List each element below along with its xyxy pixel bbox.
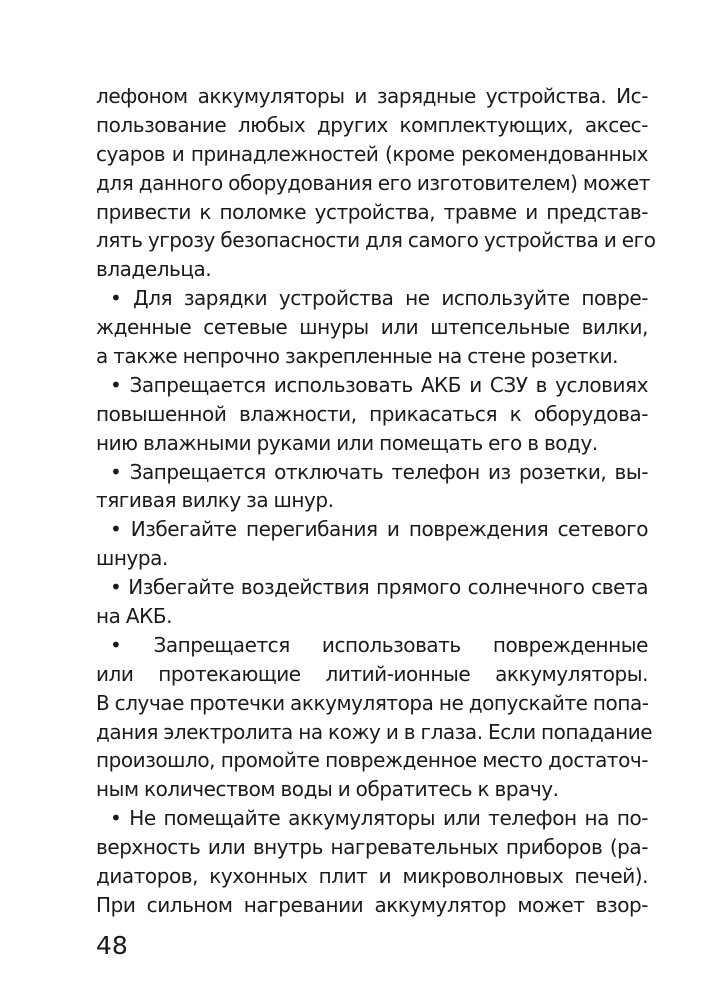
text-line: • Избегайте перегибания и повреждения сетевого [110,517,648,542]
text-line: на АКБ. [96,604,172,629]
text-line: • Запрещается использовать АКБ и СЗУ в условиях [110,372,648,397]
text-line: тягивая вилку за шнур. [96,488,334,513]
text-line: дания электролита на кожу и в глаза. Если попадание [96,719,653,744]
text-line: верхность или внутрь нагревательных приборов (ра- [96,835,648,860]
text-line: диаторов, кухонных плит и микроволновых печей). [96,864,648,889]
text-line: пользование любых других комплектующих, аксес- [96,112,648,137]
text-line: В случае протечки аккумулятора не допускайте попа- [96,690,649,715]
text-line: повышенной влажности, прикасаться к оборудова- [96,401,648,426]
text-line: суаров и принадлежностей (кроме рекомендованных [96,141,648,166]
page-body [96,82,656,920]
text-line: привести к поломке устройства, травме и представ- [96,199,648,224]
text-line: жденные сетевые шнуры или штепсельные вилки, [96,315,648,340]
text-line: • Для зарядки устройства не используйте повре- [110,286,648,311]
text-line: шнура. [96,546,168,571]
page-number: 48 [96,931,128,960]
text-line: • Избегайте воздействия прямого солнечного света [110,575,648,600]
text-line: владельца. [96,257,212,282]
text-line: нию влажными руками или помещать его в воду. [96,430,598,455]
text-line: • Запрещается отключать телефон из розетки, вы- [110,459,648,484]
text-line: или протекающие литий-ионные аккумуляторы. [96,661,648,686]
text-line: лефоном аккумуляторы и зарядные устройства. Ис- [96,84,648,108]
text-line: • Не помещайте аккумуляторы или телефон на по- [110,806,648,831]
text-line: для данного оборудования его изготовителем) может [96,170,650,195]
text-line: • Запрещается использовать поврежденные [110,632,648,657]
text-line: При сильном нагревании аккумулятор может взор- [96,892,648,917]
text-line: произошло, промойте поврежденное место достаточ- [96,748,648,773]
text-line: а также непрочно закрепленные на стене розетки. [96,344,619,369]
text-line: ным количеством воды и обратитесь к врачу. [96,777,559,802]
text-line: лять угрозу безопасности для самого устройства и его [96,228,656,253]
